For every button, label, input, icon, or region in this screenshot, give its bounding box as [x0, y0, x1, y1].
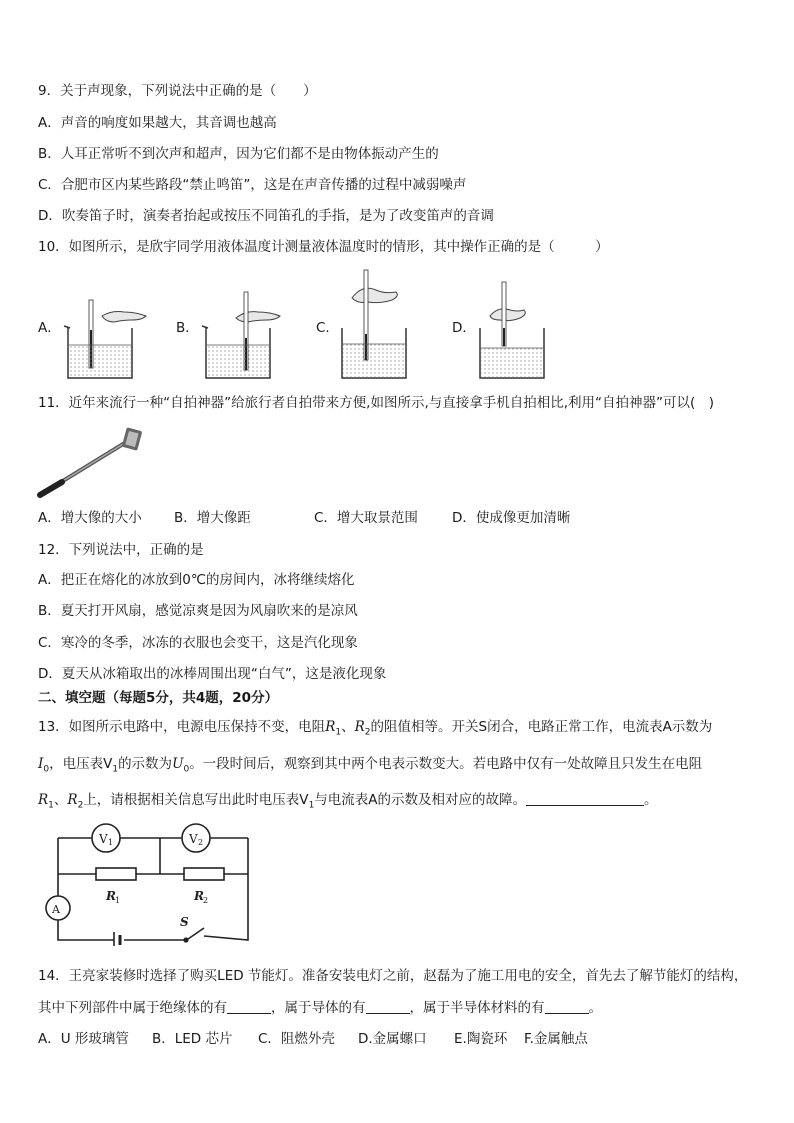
q14-line-1: 14．王亮家装修时选择了购买LED 节能灯。准备安装电灯之前，赵磊为了施工用电的安全，首先去了解节能灯的结构， [38, 968, 748, 984]
circuit-v2-sub: 2 [198, 838, 204, 847]
q10-stem: 10．如图所示，是欣宇同学用液体温度计测量液体温度时的情形，其中操作正确的是（ ） [38, 239, 609, 255]
beaker-a-figure [62, 290, 162, 380]
q9-option-d: D．吹奏笛子时，演奏者抬起或按压不同笛孔的手指，是为了改变笛声的音调 [38, 208, 494, 224]
circuit-r1-label: R [106, 889, 116, 903]
section-2-title: 二、填空题（每题5分，共4题，20分） [38, 690, 279, 706]
q14-line-2: 其中下列部件中属于绝缘体的有 ，属于导体的有 ，属于半导体材料的有 。 [38, 1000, 602, 1016]
q11-option-d: D．使成像更加清晰 [452, 510, 571, 526]
q12-option-b: B．夏天打开风扇，感觉凉爽是因为风扇吹来的是凉风 [38, 603, 358, 619]
q11-option-b: B．增大像距 [174, 510, 251, 526]
q11-option-a: A．增大像的大小 [38, 510, 142, 526]
q14-option-c: C．阻燃外壳 [258, 1031, 335, 1047]
q14-options [38, 1030, 738, 1048]
beaker-c-figure [338, 268, 428, 380]
q9-stem: 9．关于声现象，下列说法中正确的是（ ） [38, 83, 317, 99]
q12-stem: 12．下列说法中，正确的是 [38, 542, 204, 558]
circuit-switch-label: S [180, 915, 189, 929]
q14-option-e: E.陶瓷环 [454, 1031, 508, 1047]
circuit-ammeter-label: A [52, 903, 60, 916]
q13-line-2: $I_0$，电压表$V_1$的示数为$U_0$。一段时间后，观察到其中两个电表示数变大。若电路中仅有一处故障且只发生在电阻 [38, 756, 703, 775]
q11-options [38, 509, 638, 527]
q13-line-3: $R_1$、$R_2$上，请根据相关信息写出此时电压表$V_1$与电流表A的示数及相对应的故障。 。 [38, 792, 658, 811]
circuit-r2-label: R [194, 889, 204, 903]
circuit-r2-sub: 2 [203, 896, 209, 905]
circuit-diagram [38, 818, 258, 946]
q12-option-a: A．把正在熔化的冰放到0℃的房间内，冰将继续熔化 [38, 572, 355, 588]
q14-option-d: D.金属螺口 [358, 1031, 427, 1047]
q9-option-c: C．合肥市区内某些路段“禁止鸣笛”，这是在声音传播的过程中减弱噪声 [38, 177, 467, 193]
q10-label-a: A． [38, 320, 61, 336]
q14-option-b: B．LED 芯片 [152, 1031, 233, 1047]
beaker-b-figure [200, 290, 300, 380]
q10-label-b: B． [176, 320, 199, 336]
q13-answer-blank[interactable] [526, 791, 644, 806]
q12-option-c: C．寒冷的冬季，冰冻的衣服也会变干，这是汽化现象 [38, 635, 358, 651]
q9-option-b: B．人耳正常听不到次声和超声，因为它们都不是由物体振动产生的 [38, 146, 439, 162]
q10-label-c: C． [316, 320, 339, 336]
q12-option-d: D．夏天从冰箱取出的冰棒周围出现“白气”，这是液化现象 [38, 666, 387, 682]
q14-semiconductor-blank[interactable] [545, 999, 589, 1014]
q11-stem: 11．近年来流行一种“自拍神器”给旅行者自拍带来方便,如图所示,与直接拿手机自拍相比,利用“自拍神器”可以( ) [38, 395, 715, 411]
q11-option-c: C．增大取景范围 [314, 510, 418, 526]
q14-option-a: A．U 形玻璃管 [38, 1031, 129, 1047]
circuit-v1-sub: 1 [108, 838, 114, 847]
q14-conductor-blank[interactable] [366, 999, 410, 1014]
q14-option-f: F.金属触点 [524, 1031, 588, 1047]
selfie-stick-figure [36, 425, 146, 500]
circuit-v1-label: V [99, 832, 108, 846]
q14-insulator-blank[interactable] [227, 999, 271, 1014]
q13-line-1: 13．如图所示电路中，电源电压保持不变，电阻$R_1$、$R_2$的阻值相等。开关S闭合，电路正常工作，电流表A示数为 [38, 719, 713, 738]
circuit-r1-sub: 1 [115, 896, 121, 905]
q10-label-d: D． [452, 320, 476, 336]
circuit-v2-label: V [189, 832, 198, 846]
beaker-d-figure [476, 280, 566, 380]
q9-option-a: A．声音的响度如果越大，其音调也越高 [38, 115, 277, 131]
